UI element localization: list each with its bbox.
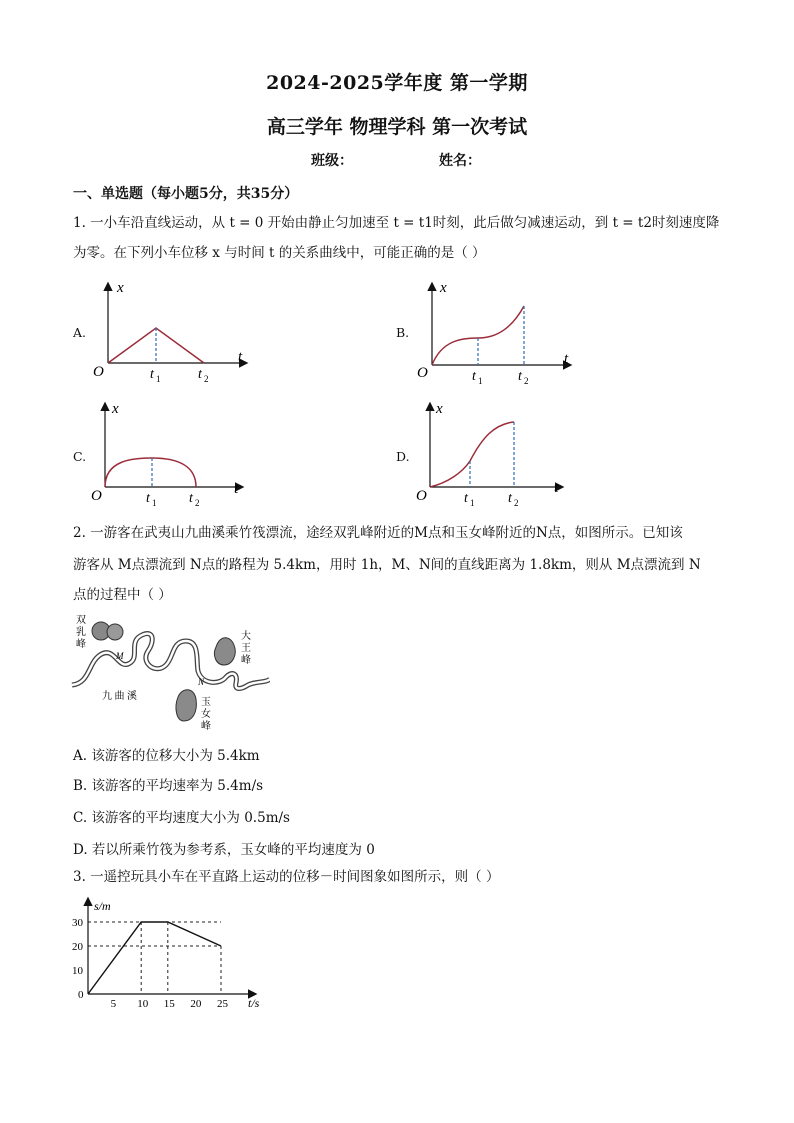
x-tick-25: 25 [217,998,228,1010]
q2-option-d: D. 若以所乘竹筏为参考系，玉女峰的平均速度为 0 [73,842,375,858]
q1-option-a-label: A. [73,325,87,340]
x-t-curve [430,422,514,487]
q1-option-b-label: B. [396,325,410,340]
svg-text:1: 1 [470,498,475,508]
yunvfeng-rock [176,690,196,721]
q1-line1: 1. 一小车沿直线运动，从 t = 0 开始由静止匀加速至 t = t1时刻，此后做匀减速运动，到 t = t2时刻速度降 [73,215,720,231]
y-tick-20: 20 [72,941,83,953]
exam-title: 2024-2025学年度 第一学期 [266,72,528,94]
x-t-curve [432,306,524,365]
tick-labels [72,917,229,1010]
y-tick-0: 0 [78,989,84,1001]
q1-graph-b [412,278,582,390]
svg-text:玉: 玉 [201,697,211,708]
point-m: M [116,651,124,661]
svg-text:大: 大 [241,631,251,642]
q1-graph-d [412,398,582,510]
q2-line2: 游客从 M点漂流到 N点的路程为 5.4km，用时 1h，M、N间的直线距离为 1.8km，则从 M点漂流到 N [73,557,701,573]
svg-text:t: t [472,369,476,384]
x-tick-10: 10 [137,998,149,1010]
q2-river-map [70,613,270,738]
q2-line3: 点的过程中（ ） [73,587,172,603]
q1-option-c-label: C. [73,449,87,464]
q1-line2: 为零。在下列小车位移 x 与时间 t 的关系曲线中，可能正确的是（ ） [73,245,486,261]
svg-text:峰: 峰 [76,639,86,650]
y-axis-label: x [440,280,447,296]
x-axis-label: t/s [248,996,260,1010]
svg-text:t: t [198,367,202,382]
x-axis-label: t [564,351,569,367]
x-tick-20: 20 [190,998,202,1010]
svg-text:t: t [508,491,512,506]
dawangfeng-rock [214,638,235,665]
y-tick-10: 10 [72,965,83,977]
x-axis-label: t [234,481,239,497]
svg-text:峰: 峰 [241,655,251,666]
q1-graph-c [88,398,258,510]
x-axis-label: t [238,349,243,365]
svg-text:t: t [518,369,522,384]
svg-text:t: t [189,491,193,506]
svg-text:2: 2 [195,498,200,508]
svg-text:2: 2 [514,498,519,508]
origin-label: O [417,365,428,381]
q2-option-c: C. 该游客的平均速度大小为 0.5m/s [73,810,290,826]
shuangrufeng-rock-2 [107,624,123,640]
svg-text:峰: 峰 [201,721,211,732]
x-tick-15: 15 [163,998,175,1010]
exam-subtitle: 高三学年 物理学科 第一次考试 [266,116,528,138]
svg-text:1: 1 [478,376,483,386]
q1-option-d-label: D. [396,449,410,464]
class-label: 班级： [311,153,353,169]
point-n: N [198,677,205,687]
q3-line1: 3. 一遥控玩具小车在平直路上运动的位移－时间图象如图所示，则（ ） [73,869,500,885]
y-axis-label: x [112,401,119,417]
x-axis-label: t [554,480,559,496]
svg-text:王: 王 [241,643,251,654]
origin-label: O [91,488,102,504]
svg-text:t: t [146,491,150,506]
origin-label: O [416,488,427,504]
section-title: 一、单选题（每小题5分，共35分） [73,186,299,202]
q3-st-chart [70,895,270,1010]
x-t-curve [105,458,196,487]
origin-label: O [93,364,104,380]
q1-graph-a [88,278,258,390]
svg-text:1: 1 [156,374,161,384]
svg-text:t: t [150,367,154,382]
y-axis-label: s/m [94,899,111,913]
x-tick-5: 5 [110,998,117,1010]
svg-text:双: 双 [76,615,86,626]
guide-lines [88,922,221,994]
svg-text:女: 女 [201,709,211,720]
svg-text:2: 2 [204,374,209,384]
y-axis-label: x [436,401,443,417]
svg-text:t: t [464,491,468,506]
y-axis-label: x [117,280,124,296]
svg-text:1: 1 [152,498,157,508]
svg-text:2: 2 [524,376,529,386]
name-label: 姓名： [439,153,481,169]
q2-option-b: B. 该游客的平均速率为 5.4m/s [73,778,264,794]
st-series-line [88,922,221,994]
y-tick-30: 30 [72,917,83,929]
svg-text:乳: 乳 [76,627,86,638]
river-label: 九 曲 溪 [102,691,137,702]
q2-option-a: A. 该游客的位移大小为 5.4km [73,748,260,764]
q2-line1: 2. 一游客在武夷山九曲溪乘竹筏漂流，途经双乳峰附近的M点和玉女峰附近的N点，如图所示。已知该 [73,525,683,541]
